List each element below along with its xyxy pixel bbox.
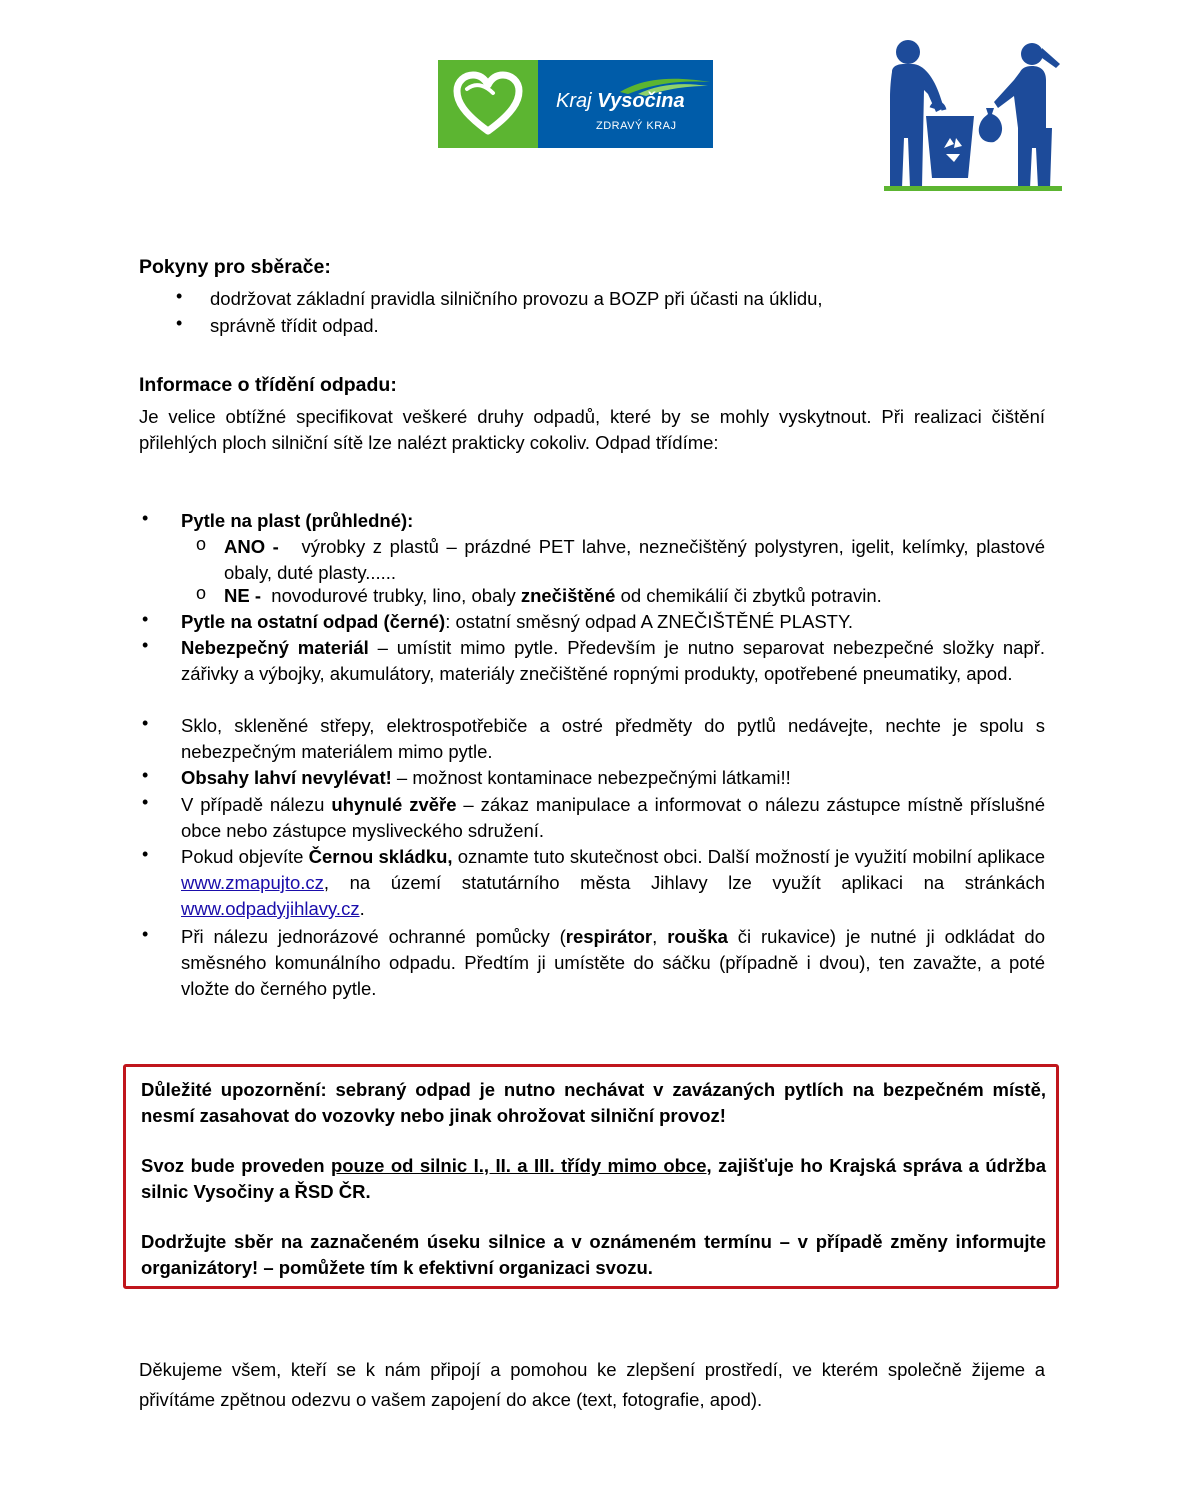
bullet-icon: • (142, 508, 149, 528)
circle-bullet-icon: o (196, 583, 207, 603)
recycling-people-icon (882, 38, 1064, 193)
logo-tagline: ZDRAVÝ KRAJ (596, 120, 677, 132)
circle-bullet-icon: o (196, 534, 207, 554)
bullet-icon: • (142, 924, 149, 944)
pomucky-item: Při nálezu jednorázové ochranné pomůcky (respirátor, rouška či rukavice) je nutné ji odkládat do směsného komunálního odpadu. Předtím ji umístěte do sáčku (případně i dvou), ten zavažte, a poté vložte do černého pytle. (181, 926, 1046, 999)
plast-ne: NE - novodurové trubky, lino, obaly znečištěné od chemikálií či zbytků potravin. (224, 585, 882, 606)
collectors-item-2: správně třídit odpad. (210, 315, 379, 336)
bullet-icon: • (142, 765, 149, 785)
bullet-icon: • (142, 713, 149, 733)
notice-paragraph-1: Důležité upozornění: sebraný odpad je nutno nechávat v zavázaných pytlích na bezpečném místě, nesmí zasahovat do vozovky nebo jinak ohrožovat silniční provoz! (141, 1079, 1046, 1126)
important-notice-box (123, 1064, 1059, 1289)
bullet-icon: • (142, 792, 149, 812)
logo-brand: Kraj Vysočina (556, 90, 685, 112)
sklo-item: Sklo, skleněné střepy, elektrospotřebiče a ostré předměty do pytlů nedávejte, nechte je spolu s nebezpečným materiálem mimo pytle. (181, 715, 1045, 762)
bullet-icon: • (176, 286, 183, 306)
bullet-icon: • (142, 844, 149, 864)
zver-item: V případě nálezu uhynulé zvěře – zákaz manipulace a informovat o nálezu zástupce místně příslušné obce nebo zástupce mysliveckého sdružení. (181, 794, 1045, 841)
bullet-icon: • (176, 313, 183, 333)
plast-ano: ANO - výrobky z plastů – prázdné PET lahve, neznečištěný polystyren, igelit, kelímky, plastové obaly, duté plasty...... (224, 536, 1046, 583)
kraj-vysocina-logo (438, 60, 713, 148)
notice-paragraph-2: Svoz bude proveden pouze od silnic I., II. a III. třídy mimo obce, zajišťuje ho Krajská správa a údržba silnic Vysočiny a ŘSD ČR. (141, 1155, 1047, 1202)
collectors-heading: Pokyny pro sběrače: (139, 256, 331, 278)
heart-icon (438, 60, 538, 148)
bullet-icon: • (142, 635, 149, 655)
sorting-heading: Informace o třídění odpadu: (139, 374, 397, 396)
collectors-item-1: dodržovat základní pravidla silničního provozu a BOZP při účasti na úklidu, (210, 288, 823, 309)
skladka-item: Pokud objevíte Černou skládku, oznamte tuto skutečnost obci. Další možností je využití mobilní aplikace www.zmapujto.cz, na území statutárního města Jihlavy lze využít aplikaci na stránkách www.odpadyjihlavy.cz. (181, 846, 1045, 919)
zmapujto-link[interactable]: www.zmapujto.cz (181, 872, 324, 893)
odpadyjihlavy-link[interactable]: www.odpadyjihlavy.cz (181, 898, 360, 919)
bullet-icon: • (142, 609, 149, 629)
plast-label: Pytle na plast (průhledné): (181, 510, 414, 531)
lahve-item: Obsahy lahví nevylévat! – možnost kontaminace nebezpečnými látkami!! (181, 767, 791, 788)
closing-paragraph: Děkujeme všem, kteří se k nám připojí a pomohou ke zlepšení prostředí, ve kterém společně žijeme a přivítáme zpětnou odezvu o vašem zapojení do akce (text, fotografie, apod). (139, 1359, 1045, 1410)
ostatni-item: Pytle na ostatní odpad (černé): ostatní směsný odpad A ZNEČIŠTĚNÉ PLASTY. (181, 611, 854, 632)
notice-paragraph-3: Dodržujte sběr na zaznačeném úseku silnice a v oznámeném termínu – v případě změny informujte organizátory! – pomůžete tím k efektivní organizaci svozu. (141, 1231, 1046, 1278)
sorting-intro: Je velice obtížné specifikovat veškeré druhy odpadů, které by se mohly vyskytnout. Při realizaci čištění přilehlých ploch silniční sítě lze nalézt prakticky cokoliv. Odpad třídíme: (139, 406, 1045, 453)
nebezpecny-item: Nebezpečný materiál – umístit mimo pytle. Především je nutno separovat nebezpečné složky např. zářivky a výbojky, akumulátory, materiály znečištěné ropnými produkty, opotřebené pneumatiky, apod. (181, 637, 1045, 684)
